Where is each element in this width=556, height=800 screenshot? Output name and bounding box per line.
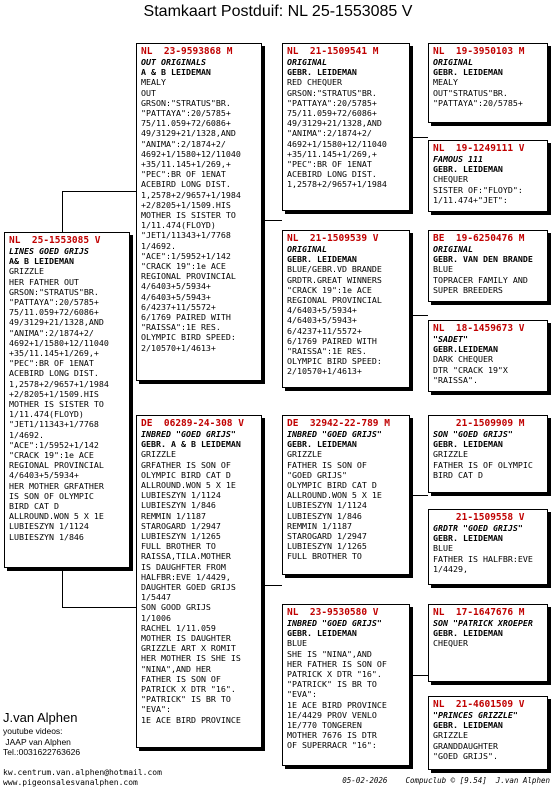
connector-ss-h	[412, 137, 428, 138]
pigeon-info: MEALY OUT GRSON:"STRATUS"BR. "PATTAYA":20/5785+ 75/11.059+72/6086+ 49/3129+21/1328,AND "ANIMA":2/1874+2/ 4692+1/1580+12/11040 +35/11.145+1/269,+ "PEC":BR OF 1ENAT ACEBIRD LONG DIST. 1,2578+2/9657+1/1984 +2/8205+1/1509.HIS MOTHER IS SISTER TO 1/11.474(FLOYD) "JET1/11343+1/7768 1/4692. "ACE":1/5952+1/142 "CRACK 19":1e ACE REGIONAL PROVINCIAL 4/6403+5/5934+ 4/6403+5/5943+ 6/4237+11/5572+ 6/1769 PAIRED WITH "RAISSA":1E RES. OLYMPIC BIRD SPEED: 2/10570+1/4613+	[141, 77, 241, 353]
ring-number: NL 23-9530580 V	[287, 607, 379, 618]
connector-sire-vertical	[264, 118, 265, 330]
pigeon-card-dam-dam	[282, 604, 410, 766]
ring-number: NL 23-9593868 M	[141, 46, 233, 57]
connector-dd-h	[412, 675, 428, 676]
pigeon-name: "SADET"	[433, 334, 468, 344]
pigeon-name: ORIGINAL	[287, 57, 327, 67]
pigeon-owner: GEBR. LEIDEMAN	[433, 533, 503, 544]
ring-number: BE 19-6250476 M	[433, 233, 525, 244]
pigeon-owner: GEBR. A & B LEIDEMAN	[141, 439, 241, 450]
pigeon-owner: GEBR. LEIDEMAN	[287, 67, 357, 78]
ring-number: NL 25-1553085 V	[9, 235, 101, 246]
connector-dam-h	[264, 585, 282, 586]
pigeon-card-sdd	[428, 320, 548, 392]
pigeon-card-main	[4, 232, 130, 568]
ring-number: NL 21-1509539 V	[287, 233, 379, 244]
pigeon-name: FAMOUS 111	[433, 154, 483, 164]
pigeon-info: GRIZZLE FATHER IS OF OLYMPIC BIRD CAT D	[433, 449, 533, 480]
pigeon-info: GRIZZLE GRFATHER IS SON OF OLYMPIC BIRD CAT D ALLROUND.WON 5 X 1E LUBIESZYN 1/1124 LUBIESZYN 1/846 REMMIN 1/1187 STAROGARD 1/2947 LUBIESZYN 1/1265 FULL BROTHER TO RAISSA,TILA.MOTHER IS DAUGHFTER FROM HALFBR:EVE 1/4429, DAUGHTER GOED GRIJS 1/5447 SON GOOD GRIJS 1/1006 RACHEL 1/11.059 MOTHER IS DAUGHTER GRIZZLE ART X ROMIT HER MOTHER IS SHE IS "NINA",AND HER FATHER IS SON OF PATRICK X DTR "16". "PATRICK" IS BR TO "EVA": 1E ACE BIRD PROVINCE	[141, 449, 241, 725]
pigeon-name: GRDTR "GOED GRIJS"	[433, 523, 523, 533]
page-title: Stamkaart Postduif: NL 25-1553085 V	[143, 3, 413, 20]
pigeon-info: CHEQUER SISTER OF:"FLOYD": 1/11.474+"JET":	[433, 174, 523, 205]
pigeon-owner: GEBR. LEIDEMAN	[433, 720, 503, 731]
pigeon-name: LINES GOED GRIJS	[9, 246, 89, 256]
ring-number: DE 06289-24-308 V	[141, 418, 244, 429]
pigeon-owner: GEBR.LEIDEMAN	[433, 344, 498, 355]
pigeon-info: GRIZZLE HER FATHER OUT GRSON:"STRATUS"BR. "PATTAYA":20/5785+ 75/11.059+72/6086+ 49/3129+21/1328,AND "ANIMA":2/1874+2/ 4692+1/1580+12/11040 +35/11.145+1/269,+ "PEC":BR OF 1ENAT ACEBIRD LONG DIST. 1,2578+2/9657+1/1984 +2/8205+1/1509.HIS MOTHER IS SISTER TO 1/11.474(FLOYD) "JET1/11343+1/7768 1/4692. "ACE":1/5952+1/142 "CRACK 19":1e ACE REGIONAL PROVINCIAL 4/6403+5/5934+ HER MOTHER GRFATHER IS SON OF OLYMPIC BIRD CAT D ALLROUND.WON 5 X 1E LUBIESZYN 1/1124 LUBIESZYN 1/846	[9, 266, 109, 542]
pigeon-card-ddd	[428, 696, 548, 770]
pigeon-card-sire-sire	[282, 43, 410, 211]
pigeon-name: ORIGINAL	[433, 244, 473, 254]
pigeon-name: SON "PATRICK XROEPER	[433, 618, 533, 628]
print-meta: 05-02-2026 Compuclub © [9.54] J.van Alphen	[342, 776, 550, 785]
pigeon-info: DARK CHEQUER DTR "CRACK 19"X "RAISSA".	[433, 354, 508, 385]
pigeon-info: MEALY OUT"STRATUS"BR. "PATTAYA":20/5785+	[433, 77, 523, 108]
pigeon-card-sire-dam	[282, 230, 410, 388]
connector-main-dam	[62, 607, 136, 608]
pigeon-owner: A & B LEIDEMAN	[141, 67, 211, 78]
pigeon-name: "PRINCES GRIZZLE"	[433, 710, 518, 720]
connector-main-vertical	[62, 191, 63, 235]
pigeon-name: INBRED "GOED GRIJS"	[287, 618, 382, 628]
pigeon-owner: GEBR. LEIDEMAN	[287, 628, 357, 639]
pigeon-info: GRIZZLE GRANDDAUGHTER "GOED GRIJS".	[433, 730, 498, 761]
pigeon-info: BLUE SHE IS "NINA",AND HER FATHER IS SON OF PATRICK X DTR "16". "PATRICK" IS BR TO "EVA": 1E ACE BIRD PROVINCE 1E/4429 PROV VENLO 1E/770 TONGEREN MOTHER 7676 IS DTR OF SUPERRACR "16":	[287, 638, 387, 751]
pigeon-owner: GEBR. LEIDEMAN	[433, 164, 503, 175]
breeder-contact-info: youtube videos: JAAP van Alphen Tel.:0031622763626	[3, 726, 81, 757]
pigeon-card-dds	[428, 604, 548, 682]
pigeon-name: ORIGINAL	[433, 57, 473, 67]
ring-number: NL 21-4601509 V	[433, 699, 525, 710]
pigeon-card-dsd	[428, 509, 548, 585]
pigeon-owner: GEBR. LEIDEMAN	[287, 254, 357, 265]
ring-number: NL 17-1647676 M	[433, 607, 525, 618]
pigeon-name: ORIGINAL	[287, 244, 327, 254]
pigeon-owner: GEBR. LEIDEMAN	[433, 67, 503, 78]
ring-number: 21-1509909 M	[433, 418, 525, 429]
ring-number: DE 32942-22-789 M	[287, 418, 390, 429]
pigeon-card-sds	[428, 230, 548, 302]
pigeon-owner: GEBR. LEIDEMAN	[433, 439, 503, 450]
pigeon-info: BLUE TOPRACER FAMILY AND SUPER BREEDERS	[433, 264, 528, 295]
pigeon-info: GRIZZLE FATHER IS SON OF "GOED GRIJS" OLYMPIC BIRD CAT D ALLROUND.WON 5 X 1E LUBIESZYN 1/1124 LUBIESZYN 1/846 REMMIN 1/1187 STAROGARD 1/2947 LUBIESZYN 1/1265 FULL BROTHER TO	[287, 449, 382, 562]
pigeon-name: INBRED "GOED GRIJS"	[141, 429, 236, 439]
connector-main-sire	[62, 191, 136, 192]
pigeon-card-ssd	[428, 140, 548, 212]
pigeon-info: CHEQUER	[433, 638, 468, 649]
pigeon-card-dss	[428, 415, 548, 493]
pigeon-owner: A& B LEIDEMAN	[9, 256, 74, 267]
pigeon-info: BLUE FATHER IS HALFBR:EVE 1/4429,	[433, 543, 533, 574]
connector-main-dam-vertical	[62, 568, 63, 608]
pigeon-name: INBRED "GOED GRIJS"	[287, 429, 382, 439]
pigeon-owner: GEBR. VAN DEN BRANDE	[433, 254, 533, 265]
pigeon-owner: GEBR. LEIDEMAN	[287, 439, 357, 450]
connector-ss-vertical	[412, 80, 413, 192]
ring-number: NL 19-1249111 V	[433, 143, 525, 154]
breeder-name: J.van Alphen	[3, 710, 78, 725]
ring-number: 21-1509558 V	[433, 512, 525, 523]
ring-number: NL 18-1459673 V	[433, 323, 525, 334]
ring-number: NL 19-3950103 M	[433, 46, 525, 57]
ring-number: NL 21-1509541 M	[287, 46, 379, 57]
connector-ds-h	[412, 495, 428, 496]
pigeon-info: RED CHEQUER GRSON:"STRATUS"BR. "PATTAYA":20/5785+ 75/11.059+72/6086+ 49/3129+21/1328,AND "ANIMA":2/1874+2/ 4692+1/1580+12/11040 +35/11.145+1/269,+ "PEC":BR OF 1ENAT ACEBIRD LONG DIST. 1,2578+2/9657+1/1984	[287, 77, 387, 190]
pigeon-card-sss	[428, 43, 548, 123]
connector-sd-vertical	[412, 262, 413, 370]
connector-sd-h	[412, 315, 428, 316]
pigeon-name: OUT ORIGINALS	[141, 57, 206, 67]
breeder-web-contact: kw.centrum.van.alphen@hotmail.com www.pigeonsalesvanalphen.com	[3, 768, 162, 787]
pigeon-card-dam	[136, 415, 262, 748]
pigeon-card-dam-sire	[282, 415, 410, 575]
connector-sire-h	[264, 220, 282, 221]
pigeon-owner: GEBR. LEIDEMAN	[433, 628, 503, 639]
connector-dam-vertical	[264, 470, 265, 702]
pigeon-name: SON "GOED GRIJS"	[433, 429, 513, 439]
pigeon-card-sire	[136, 43, 262, 381]
pigeon-info: BLUE/GEBR.VD BRANDE GRDTR.GREAT WINNERS "CRACK 19":1e ACE REGIONAL PROVINCIAL 4/6403+5/5934+ 4/6403+5/5943+ 6/4237+11/5572+ 6/1769 PAIRED WITH "RAISSA":1E RES. OLYMPIC BIRD SPEED: 2/10570+1/4613+	[287, 264, 382, 377]
